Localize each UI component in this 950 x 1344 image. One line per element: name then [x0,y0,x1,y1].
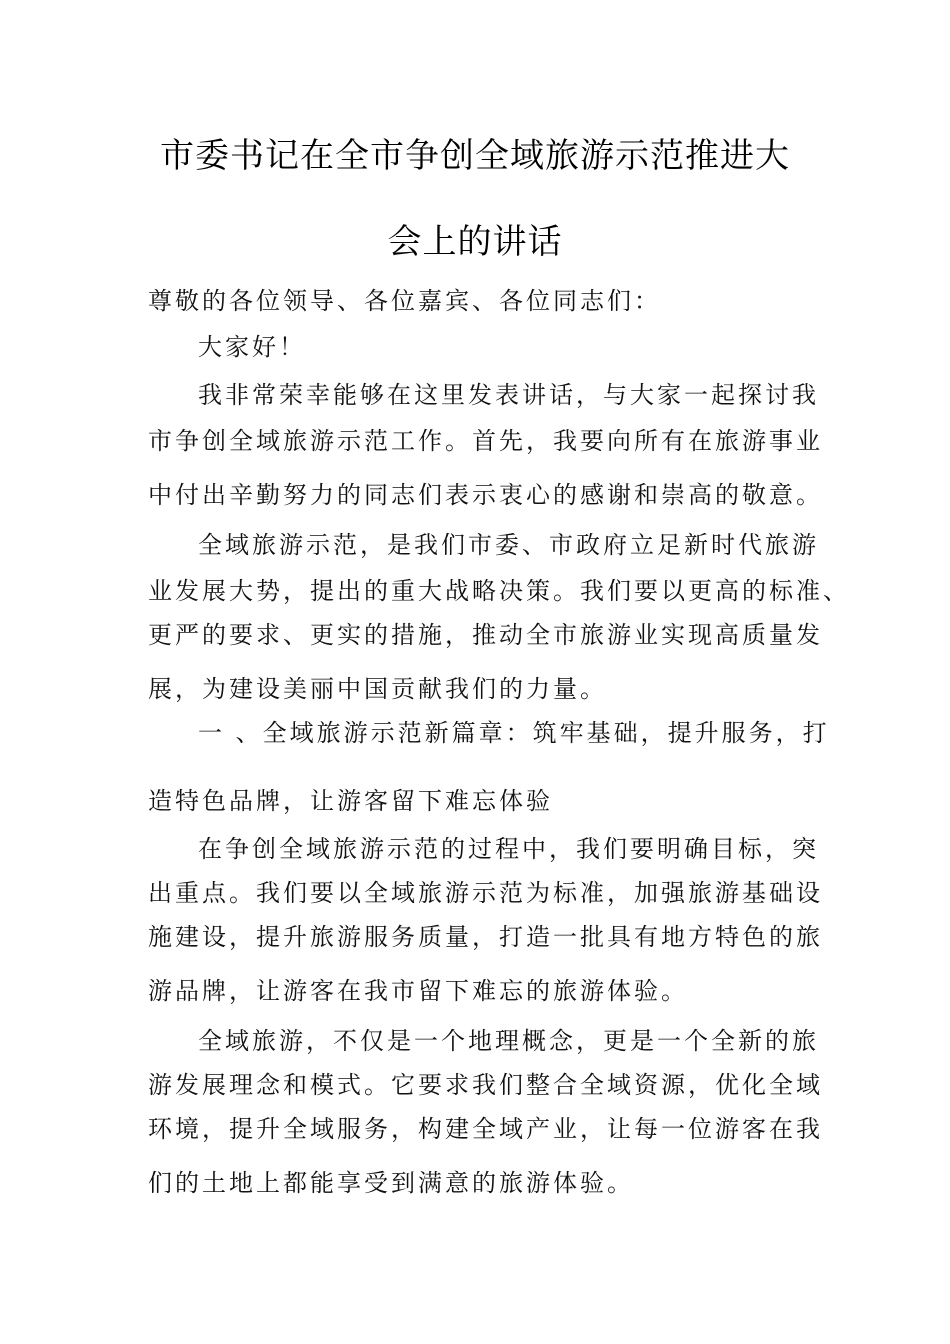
paragraph-line: 全域旅游示范，是我们市委、市政府立足新时代旅游 [198,531,819,559]
section-heading-line: 造特色品牌，让游客留下难忘体验 [148,787,553,815]
document-title-line-2: 会上的讲话 [387,222,563,262]
paragraph-line: 我非常荣幸能够在这里发表讲话，与大家一起探讨我 [198,381,819,409]
greeting: 大家好！ [198,333,306,361]
document-title-line-1: 市委书记在全市争创全域旅游示范推进大 [160,136,790,176]
paragraph-line: 更严的要求、更实的措施，推动全市旅游业实现高质量发 [148,621,823,649]
paragraph-line: 出重点。我们要以全域旅游示范为标准，加强旅游基础设 [148,879,823,907]
paragraph-line: 施建设，提升旅游服务质量，打造一批具有地方特色的旅 [148,923,823,951]
paragraph-line: 在争创全域旅游示范的过程中，我们要明确目标，突 [198,835,819,863]
section-heading-line: 一 、全域旅游示范新篇章：筑牢基础，提升服务，打 [198,719,830,747]
paragraph-line: 们的土地上都能享受到满意的旅游体验。 [148,1169,634,1197]
paragraph-line: 中付出辛勤努力的同志们表示衷心的感谢和崇高的敬意。 [148,481,823,509]
salutation: 尊敬的各位领导、各位嘉宾、各位同志们： [148,287,661,315]
paragraph-line: 市争创全域旅游示范工作。首先，我要向所有在旅游事业 [148,427,823,455]
paragraph-line: 环境，提升全域服务，构建全域产业，让每一位游客在我 [148,1115,823,1143]
paragraph-line: 游品牌，让游客在我市留下难忘的旅游体验。 [148,977,688,1005]
paragraph-line: 业发展大势，提出的重大战略决策。我们要以更高的标准、 [148,577,850,605]
paragraph-line: 展，为建设美丽中国贡献我们的力量。 [148,675,607,703]
paragraph-line: 全域旅游，不仅是一个地理概念，更是一个全新的旅 [198,1027,819,1055]
paragraph-line: 游发展理念和模式。它要求我们整合全域资源，优化全域 [148,1071,823,1099]
